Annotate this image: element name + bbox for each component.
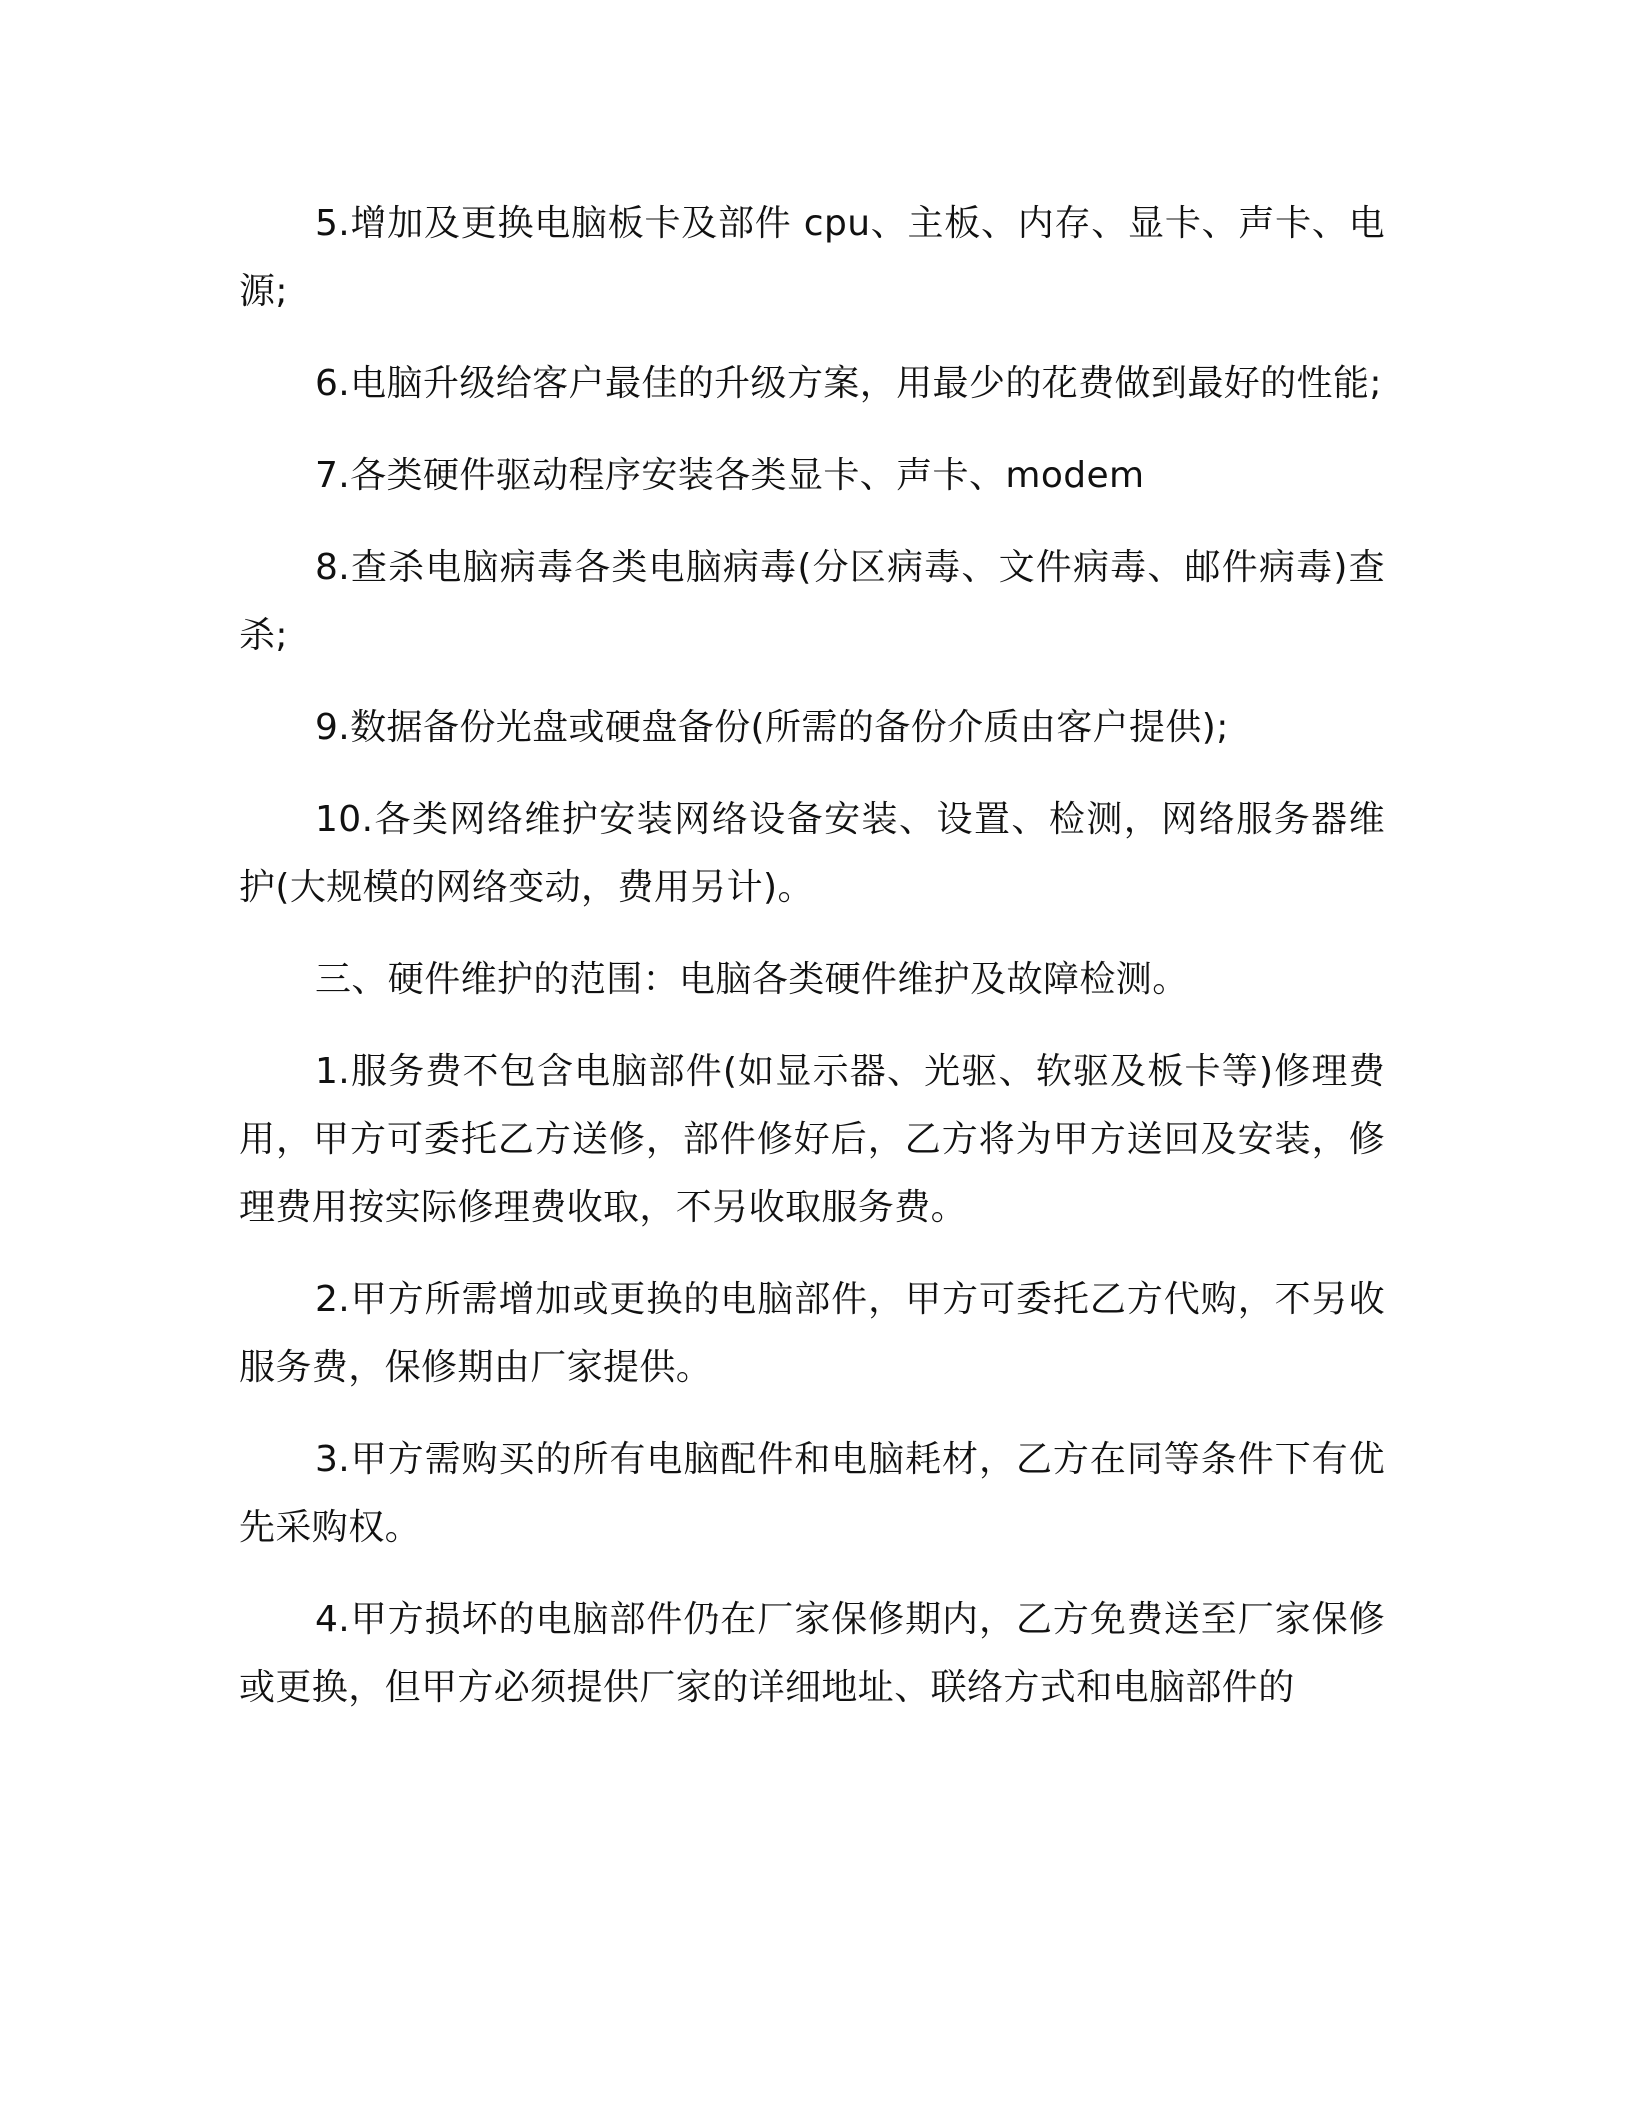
paragraph-item-9: 9.数据备份光盘或硬盘备份(所需的备份介质由客户提供); <box>315 707 1229 748</box>
paragraph-item-7: 7.各类硬件驱动程序安装各类显卡、声卡、modem <box>315 455 1145 496</box>
paragraph-item-10: 10.各类网络维护安装网络设备安装、设置、检测，网络服务器维护(大规模的网络变动，费用另计)。 <box>239 799 1385 908</box>
paragraph-clause-1: 1.服务费不包含电脑部件(如显示器、光驱、软驱及板卡等)修理费用，甲方可委托乙方送修，部件修好后，乙方将为甲方送回及安装，修理费用按实际修理费收取，不另收取服务费。 <box>239 1051 1385 1228</box>
paragraph-item-6: 6.电脑升级给客户最佳的升级方案，用最少的花费做到最好的性能; <box>315 363 1382 404</box>
paragraph-item-8: 8.查杀电脑病毒各类电脑病毒(分区病毒、文件病毒、邮件病毒)查杀; <box>239 547 1385 656</box>
paragraph-clause-3: 3.甲方需购买的所有电脑配件和电脑耗材，乙方在同等条件下有优先采购权。 <box>239 1439 1385 1548</box>
section-heading-hardware-scope: 三、硬件维护的范围：电脑各类硬件维护及故障检测。 <box>315 959 1189 1000</box>
paragraph-clause-2: 2.甲方所需增加或更换的电脑部件，甲方可委托乙方代购，不另收服务费，保修期由厂家提供。 <box>239 1279 1385 1388</box>
paragraph-item-5: 5.增加及更换电脑板卡及部件 cpu、主板、内存、显卡、声卡、电源; <box>239 203 1385 312</box>
paragraph-clause-4: 4.甲方损坏的电脑部件仍在厂家保修期内，乙方免费送至厂家保修或更换，但甲方必须提供厂家的详细地址、联络方式和电脑部件的 <box>239 1599 1385 1708</box>
document-body <box>239 190 1385 1746</box>
